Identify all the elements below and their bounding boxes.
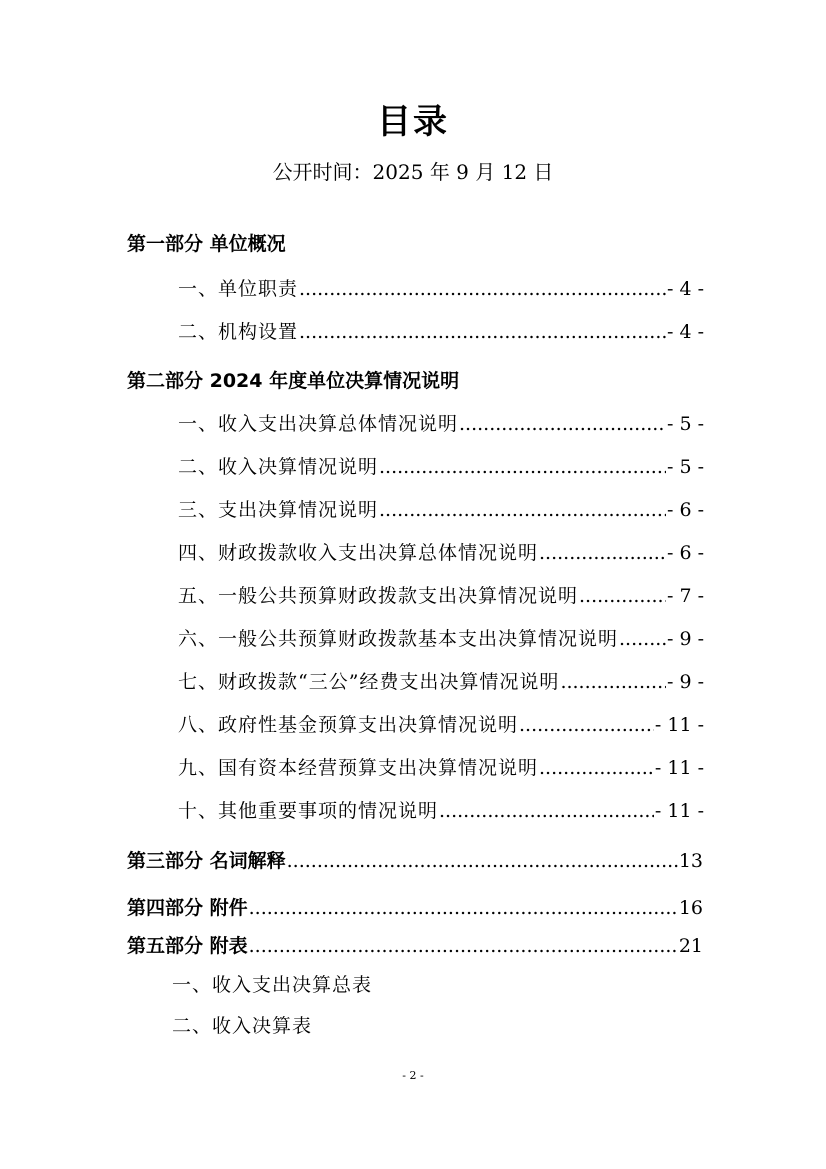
toc-entry[interactable] — [178, 539, 704, 567]
toc-leader-dots — [560, 668, 666, 696]
toc-entry-label: 三、支出决算情况说明 — [178, 499, 379, 521]
toc-entry[interactable] — [178, 582, 704, 610]
toc-entry-label: 一、收入支出决算总体情况说明 — [178, 413, 459, 435]
toc-entry[interactable] — [178, 625, 704, 653]
toc-entry-label: 四、财政拨款收入支出决算总体情况说明 — [178, 542, 539, 564]
toc-entry-page: - 4 - — [666, 278, 704, 300]
toc-entry[interactable] — [178, 318, 704, 346]
toc-entry-label: 七、财政拨款“三公”经费支出决算情况说明 — [178, 671, 560, 693]
toc-entry[interactable] — [178, 797, 704, 825]
toc-leader-dots — [439, 797, 654, 825]
toc-entry[interactable] — [178, 453, 704, 481]
page-number: - 2 - — [402, 1069, 424, 1082]
toc-part-label: 第五部分 附表 — [127, 935, 248, 957]
toc-part-2[interactable] — [127, 367, 727, 395]
toc-part-page: 13 — [678, 850, 703, 872]
toc-part-page: 21 — [678, 935, 703, 957]
toc-part-label: 第二部分 2024 年度单位决算情况说明 — [127, 370, 460, 392]
toc-leader-dots — [379, 453, 666, 481]
toc-leader-dots — [519, 711, 654, 739]
toc-entry-page: - 11 - — [654, 714, 704, 736]
toc-leader-dots — [249, 894, 678, 922]
toc-part-label: 第四部分 附件 — [127, 897, 248, 919]
toc-entry-page: - 4 - — [666, 321, 704, 343]
toc-entry-label: 一、收入支出决算总表 — [172, 974, 373, 996]
toc-entry-page: - 5 - — [666, 413, 704, 435]
toc-entry[interactable] — [178, 275, 704, 303]
toc-leader-dots — [539, 754, 654, 782]
toc-entry-label: 一、单位职责 — [178, 278, 299, 300]
toc-leader-dots — [579, 582, 666, 610]
toc-entry-page: - 9 - — [666, 628, 704, 650]
toc-entry[interactable] — [172, 1012, 698, 1040]
toc-part-3[interactable] — [127, 847, 703, 875]
toc-part-1[interactable] — [127, 230, 727, 258]
toc-entry[interactable] — [178, 668, 704, 696]
toc-entry-label: 五、一般公共预算财政拨款支出决算情况说明 — [178, 585, 579, 607]
toc-leader-dots — [459, 410, 666, 438]
toc-entry-label: 九、国有资本经营预算支出决算情况说明 — [178, 757, 539, 779]
toc-entry-label: 十、其他重要事项的情况说明 — [178, 800, 439, 822]
toc-entry-page: - 7 - — [666, 585, 704, 607]
toc-leader-dots — [299, 318, 666, 346]
toc-entry-page: - 6 - — [666, 542, 704, 564]
toc-entry[interactable] — [178, 410, 704, 438]
toc-part-4[interactable] — [127, 894, 703, 922]
page-title: 目录 — [377, 102, 449, 142]
toc-part-label: 第三部分 名词解释 — [127, 850, 286, 872]
toc-entry-label: 二、收入决算表 — [172, 1015, 313, 1037]
toc-leader-dots — [539, 539, 666, 567]
toc-entry-page: - 11 - — [654, 757, 704, 779]
toc-entry-label: 六、一般公共预算财政拨款基本支出决算情况说明 — [178, 628, 619, 650]
toc-entry-page: - 11 - — [654, 800, 704, 822]
toc-entry-page: - 5 - — [666, 456, 704, 478]
toc-entry[interactable] — [178, 711, 704, 739]
toc-leader-dots — [287, 847, 678, 875]
toc-entry-page: - 6 - — [666, 499, 704, 521]
toc-entry-label: 二、收入决算情况说明 — [178, 456, 379, 478]
toc-part-5[interactable] — [127, 932, 703, 960]
toc-leader-dots — [619, 625, 666, 653]
toc-leader-dots — [379, 496, 666, 524]
toc-part-label: 第一部分 单位概况 — [127, 233, 286, 255]
toc-entry-label: 八、政府性基金预算支出决算情况说明 — [178, 714, 519, 736]
toc-leader-dots — [299, 275, 666, 303]
toc-part-page: 16 — [678, 897, 703, 919]
toc-entry[interactable] — [172, 971, 698, 999]
toc-entry[interactable] — [178, 496, 704, 524]
publish-time: 公开时间：2025 年 9 月 12 日 — [272, 160, 554, 184]
toc-leader-dots — [249, 932, 678, 960]
toc-entry-label: 二、机构设置 — [178, 321, 299, 343]
toc-entry-page: - 9 - — [666, 671, 704, 693]
toc-entry[interactable] — [178, 754, 704, 782]
